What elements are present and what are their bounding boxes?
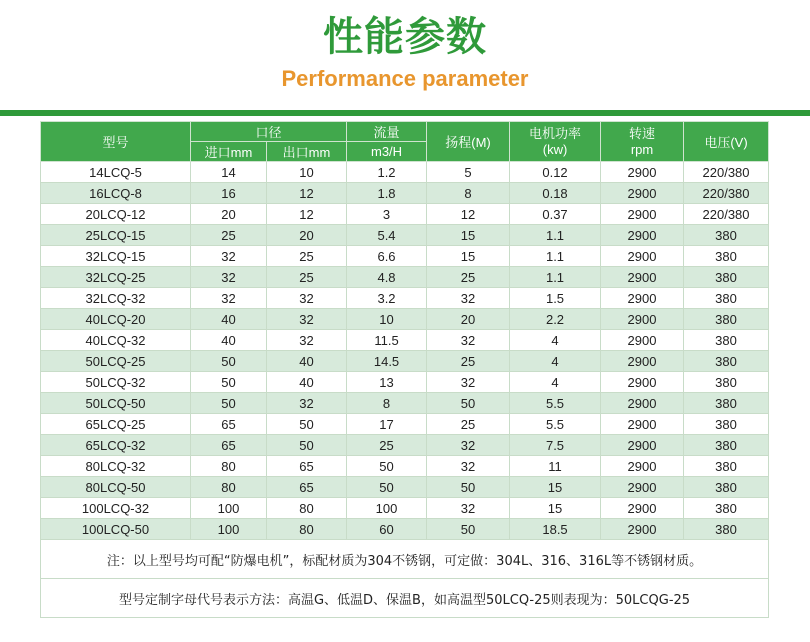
cell-voltage: 220/380 (684, 162, 769, 183)
cell-inlet: 100 (191, 519, 267, 540)
cell-speed: 2900 (601, 456, 684, 477)
table-row (41, 435, 769, 456)
header-speed-unit: rpm (630, 141, 654, 157)
cell-head: 32 (427, 456, 510, 477)
header-voltage: 电压(V) (684, 122, 769, 162)
cell-voltage: 380 (684, 288, 769, 309)
cell-speed: 2900 (601, 309, 684, 330)
cell-head: 12 (427, 204, 510, 225)
cell-model: 32LCQ-15 (41, 246, 191, 267)
cell-outlet: 25 (267, 246, 347, 267)
cell-speed: 2900 (601, 477, 684, 498)
cell-head: 15 (427, 246, 510, 267)
cell-inlet: 50 (191, 393, 267, 414)
cell-model: 16LCQ-8 (41, 183, 191, 204)
cell-head: 50 (427, 519, 510, 540)
cell-flow: 17 (347, 414, 427, 435)
cell-power: 7.5 (510, 435, 601, 456)
cell-speed: 2900 (601, 498, 684, 519)
cell-inlet: 32 (191, 288, 267, 309)
cell-power: 1.1 (510, 225, 601, 246)
cell-head: 32 (427, 372, 510, 393)
cell-model: 20LCQ-12 (41, 204, 191, 225)
cell-power: 15 (510, 477, 601, 498)
cell-inlet: 32 (191, 267, 267, 288)
cell-flow: 50 (347, 477, 427, 498)
cell-power: 0.18 (510, 183, 601, 204)
cell-model: 50LCQ-50 (41, 393, 191, 414)
page-title: 性能参数 (323, 14, 487, 60)
cell-inlet: 50 (191, 372, 267, 393)
cell-inlet: 65 (191, 435, 267, 456)
cell-flow: 3.2 (347, 288, 427, 309)
header-flow: 流量 (347, 122, 427, 142)
cell-flow: 25 (347, 435, 427, 456)
cell-voltage: 380 (684, 393, 769, 414)
cell-outlet: 25 (267, 267, 347, 288)
header-power-unit: (kw) (542, 141, 568, 157)
cell-head: 15 (427, 225, 510, 246)
cell-power: 0.12 (510, 162, 601, 183)
cell-model: 80LCQ-32 (41, 456, 191, 477)
table-row (41, 162, 769, 183)
cell-flow: 60 (347, 519, 427, 540)
cell-voltage: 380 (684, 246, 769, 267)
cell-power: 15 (510, 498, 601, 519)
header-model: 型号 (41, 122, 191, 162)
cell-head: 20 (427, 309, 510, 330)
cell-speed: 2900 (601, 435, 684, 456)
table-row (41, 456, 769, 477)
cell-voltage: 380 (684, 477, 769, 498)
table-notes (41, 540, 769, 618)
cell-outlet: 40 (267, 372, 347, 393)
header-speed-label: 转速 (629, 125, 656, 141)
cell-head: 32 (427, 435, 510, 456)
cell-flow: 5.4 (347, 225, 427, 246)
cell-outlet: 80 (267, 519, 347, 540)
cell-flow: 4.8 (347, 267, 427, 288)
header-power-label: 电机功率 (529, 125, 582, 141)
cell-head: 25 (427, 267, 510, 288)
cell-speed: 2900 (601, 414, 684, 435)
cell-speed: 2900 (601, 183, 684, 204)
cell-power: 2.2 (510, 309, 601, 330)
page-subtitle: Performance parameter (281, 66, 529, 91)
cell-model: 25LCQ-15 (41, 225, 191, 246)
note-explosion-proof: 注：以上型号均可配“防爆电机”，标配材质为304不锈钢，可定做：304L、316、316L等不锈钢材质。 (41, 540, 769, 579)
cell-model: 40LCQ-32 (41, 330, 191, 351)
cell-inlet: 25 (191, 225, 267, 246)
table-row (41, 393, 769, 414)
cell-power: 4 (510, 372, 601, 393)
table-body (41, 162, 769, 540)
header-speed (601, 122, 684, 162)
performance-table (40, 121, 769, 618)
cell-power: 5.5 (510, 414, 601, 435)
cell-model: 32LCQ-32 (41, 288, 191, 309)
cell-inlet: 40 (191, 309, 267, 330)
cell-voltage: 220/380 (684, 183, 769, 204)
cell-inlet: 16 (191, 183, 267, 204)
header-head: 扬程(M) (427, 122, 510, 162)
cell-outlet: 65 (267, 456, 347, 477)
cell-speed: 2900 (601, 225, 684, 246)
table-row (41, 498, 769, 519)
cell-power: 1.5 (510, 288, 601, 309)
cell-head: 32 (427, 498, 510, 519)
cell-power: 1.1 (510, 246, 601, 267)
header-outlet: 出口mm (267, 142, 347, 162)
table-row (41, 477, 769, 498)
note-model-suffix: 型号定制字母代号表示方法：高温G、低温D、保温B，如高温型50LCQ-25则表现为：50LCQG-25 (41, 579, 769, 618)
cell-voltage: 220/380 (684, 204, 769, 225)
cell-voltage: 380 (684, 435, 769, 456)
cell-voltage: 380 (684, 309, 769, 330)
cell-speed: 2900 (601, 393, 684, 414)
table-header (41, 122, 769, 162)
cell-model: 65LCQ-25 (41, 414, 191, 435)
cell-speed: 2900 (601, 246, 684, 267)
cell-model: 32LCQ-25 (41, 267, 191, 288)
cell-outlet: 65 (267, 477, 347, 498)
cell-flow: 10 (347, 309, 427, 330)
table-row (41, 246, 769, 267)
cell-power: 1.1 (510, 267, 601, 288)
cell-voltage: 380 (684, 372, 769, 393)
table-row (41, 351, 769, 372)
cell-outlet: 32 (267, 393, 347, 414)
header-inlet: 进口mm (191, 142, 267, 162)
table-row (41, 183, 769, 204)
table-row (41, 288, 769, 309)
cell-model: 100LCQ-50 (41, 519, 191, 540)
cell-speed: 2900 (601, 162, 684, 183)
cell-head: 8 (427, 183, 510, 204)
cell-head: 25 (427, 414, 510, 435)
cell-outlet: 20 (267, 225, 347, 246)
cell-flow: 8 (347, 393, 427, 414)
cell-power: 18.5 (510, 519, 601, 540)
cell-power: 4 (510, 351, 601, 372)
cell-outlet: 80 (267, 498, 347, 519)
cell-flow: 50 (347, 456, 427, 477)
cell-power: 0.37 (510, 204, 601, 225)
table-row (41, 309, 769, 330)
cell-voltage: 380 (684, 498, 769, 519)
cell-speed: 2900 (601, 288, 684, 309)
cell-head: 32 (427, 288, 510, 309)
cell-head: 25 (427, 351, 510, 372)
cell-head: 32 (427, 330, 510, 351)
cell-model: 50LCQ-32 (41, 372, 191, 393)
cell-model: 50LCQ-25 (41, 351, 191, 372)
cell-outlet: 32 (267, 288, 347, 309)
cell-outlet: 12 (267, 204, 347, 225)
table-row (41, 330, 769, 351)
cell-speed: 2900 (601, 372, 684, 393)
cell-outlet: 32 (267, 330, 347, 351)
table-row (41, 267, 769, 288)
cell-inlet: 65 (191, 414, 267, 435)
table-row (41, 204, 769, 225)
cell-flow: 3 (347, 204, 427, 225)
cell-model: 40LCQ-20 (41, 309, 191, 330)
cell-model: 100LCQ-32 (41, 498, 191, 519)
header-flow-unit: m3/H (347, 142, 427, 162)
cell-outlet: 12 (267, 183, 347, 204)
cell-voltage: 380 (684, 267, 769, 288)
cell-power: 11 (510, 456, 601, 477)
header-caliber: 口径 (191, 122, 347, 142)
cell-head: 50 (427, 477, 510, 498)
cell-voltage: 380 (684, 225, 769, 246)
cell-inlet: 14 (191, 162, 267, 183)
cell-outlet: 50 (267, 414, 347, 435)
table-row (41, 519, 769, 540)
cell-power: 4 (510, 330, 601, 351)
cell-model: 14LCQ-5 (41, 162, 191, 183)
cell-voltage: 380 (684, 330, 769, 351)
cell-outlet: 10 (267, 162, 347, 183)
cell-flow: 100 (347, 498, 427, 519)
cell-head: 5 (427, 162, 510, 183)
cell-inlet: 50 (191, 351, 267, 372)
cell-speed: 2900 (601, 267, 684, 288)
cell-voltage: 380 (684, 519, 769, 540)
cell-speed: 2900 (601, 519, 684, 540)
cell-flow: 14.5 (347, 351, 427, 372)
header-power (510, 122, 601, 162)
cell-inlet: 100 (191, 498, 267, 519)
table-row (41, 414, 769, 435)
cell-inlet: 32 (191, 246, 267, 267)
cell-inlet: 80 (191, 477, 267, 498)
cell-flow: 1.2 (347, 162, 427, 183)
cell-inlet: 20 (191, 204, 267, 225)
cell-voltage: 380 (684, 351, 769, 372)
cell-model: 65LCQ-32 (41, 435, 191, 456)
cell-flow: 11.5 (347, 330, 427, 351)
cell-outlet: 32 (267, 309, 347, 330)
cell-flow: 6.6 (347, 246, 427, 267)
cell-outlet: 50 (267, 435, 347, 456)
cell-inlet: 80 (191, 456, 267, 477)
cell-outlet: 40 (267, 351, 347, 372)
cell-speed: 2900 (601, 351, 684, 372)
cell-flow: 1.8 (347, 183, 427, 204)
cell-speed: 2900 (601, 204, 684, 225)
cell-voltage: 380 (684, 456, 769, 477)
cell-model: 80LCQ-50 (41, 477, 191, 498)
cell-head: 50 (427, 393, 510, 414)
cell-speed: 2900 (601, 330, 684, 351)
table-row (41, 225, 769, 246)
cell-inlet: 40 (191, 330, 267, 351)
table-row (41, 372, 769, 393)
cell-voltage: 380 (684, 414, 769, 435)
cell-power: 5.5 (510, 393, 601, 414)
cell-flow: 13 (347, 372, 427, 393)
divider-bar (0, 110, 810, 116)
